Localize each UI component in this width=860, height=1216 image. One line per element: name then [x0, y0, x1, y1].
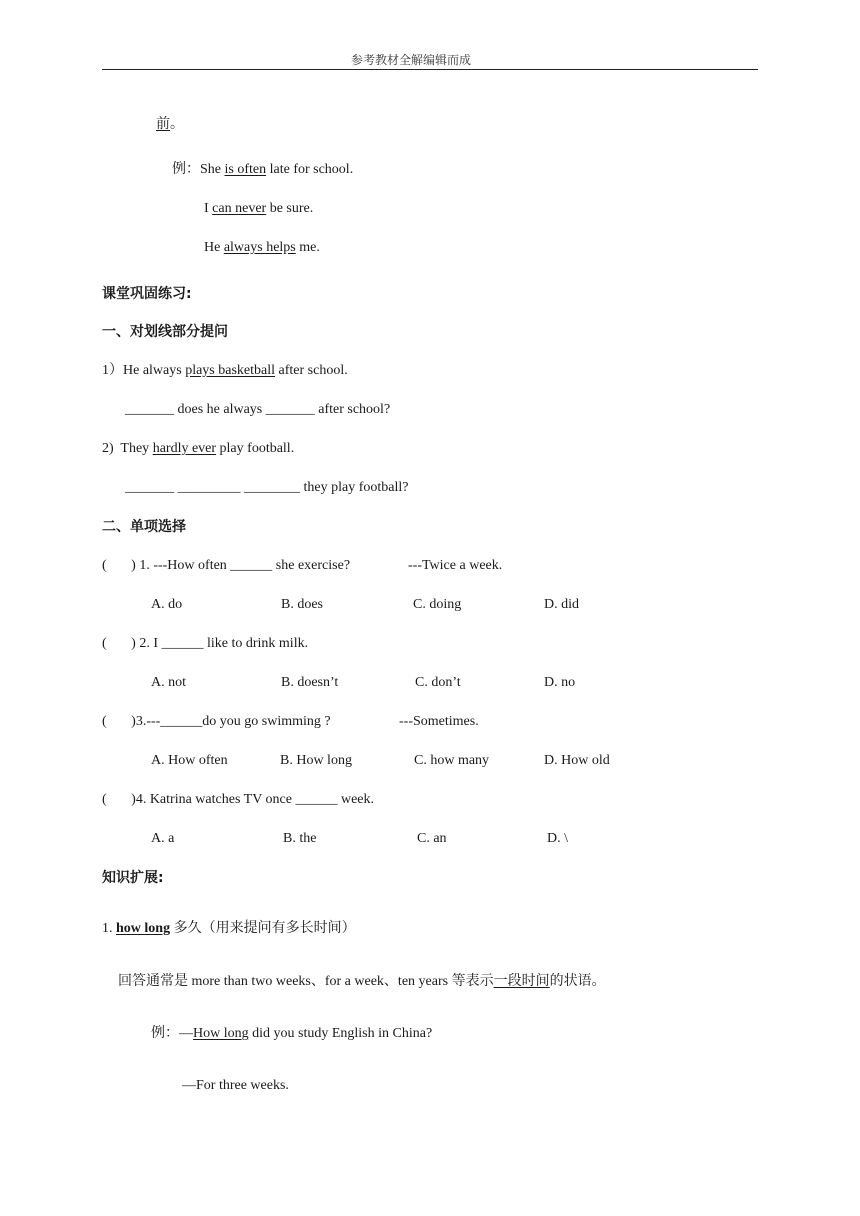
item-number: 1. — [102, 921, 116, 936]
question-2 — [102, 440, 294, 458]
example-prefix: 例： — [172, 162, 200, 177]
note-underline: 一段时间 — [493, 974, 550, 989]
header-rule — [102, 69, 758, 70]
mc-4-option-c: C. an — [417, 831, 447, 846]
intro-fragment — [156, 116, 184, 134]
example-text: did you study English in China? — [248, 1026, 433, 1041]
example-underline: How long — [193, 1026, 249, 1041]
mc-question-1: ( ) 1. ---How often ______ she exercise? — [102, 558, 351, 573]
example-underline: can never — [212, 201, 267, 216]
mc-question-1-reply: ---Twice a week. — [408, 558, 503, 573]
mc-question-4: ( )4. Katrina watches TV once ______ week. — [102, 792, 375, 807]
extension-example — [151, 1025, 432, 1043]
intro-qian: 前 — [156, 117, 170, 132]
question-text: play football. — [216, 441, 295, 456]
mc-1-option-d: D. did — [544, 597, 579, 612]
item-term: how long — [116, 921, 171, 936]
mc-4-option-b: B. the — [283, 831, 317, 846]
question-text: 2) They — [102, 441, 153, 456]
example-prefix: 例：— — [151, 1026, 193, 1041]
mc-question-3-reply: ---Sometimes. — [399, 714, 479, 729]
extension-answer-note — [118, 973, 606, 991]
section-2-heading: 二、单项选择 — [102, 519, 186, 535]
mc-2-option-a: A. not — [151, 675, 186, 690]
mc-question-2: ( ) 2. I ______ like to drink milk. — [102, 636, 309, 651]
question-underline: plays basketball — [185, 363, 276, 378]
intro-example-3 — [204, 239, 320, 257]
question-underline: hardly ever — [152, 441, 217, 456]
example-text: She — [200, 162, 225, 177]
practice-heading: 课堂巩固练习: — [102, 286, 192, 302]
mc-1-option-c: C. doing — [413, 597, 462, 612]
section-1-heading: 一、对划线部分提问 — [102, 324, 228, 340]
intro-example-2 — [204, 200, 313, 218]
example-underline: always helps — [223, 240, 296, 255]
extension-example-reply: —For three weeks. — [182, 1078, 289, 1093]
question-text: after school. — [275, 363, 348, 378]
note-text: 回答通常是 more than two weeks、for a week、ten years 等表示 — [118, 974, 494, 989]
extension-item-1 — [102, 920, 356, 938]
mc-1-option-b: B. does — [281, 597, 323, 612]
mc-3-option-d: D. How old — [544, 753, 610, 768]
mc-1-option-a: A. do — [151, 597, 183, 612]
mc-3-option-c: C. how many — [414, 753, 490, 768]
example-text: me. — [295, 240, 320, 255]
mc-question-3: ( )3.---______do you go swimming ? — [102, 714, 331, 729]
question-1 — [102, 362, 348, 380]
example-text: be sure. — [266, 201, 314, 216]
example-text: I — [204, 201, 213, 216]
mc-2-option-b: B. doesn’t — [281, 675, 339, 690]
mc-3-option-a: A. How often — [151, 753, 228, 768]
note-text: 的状语。 — [549, 974, 606, 989]
mc-2-option-c: C. don’t — [415, 675, 461, 690]
example-text: late for school. — [266, 162, 354, 177]
mc-3-option-b: B. How long — [280, 753, 352, 768]
item-description: 多久（用来提问有多长时间） — [170, 921, 356, 936]
question-1-answer-line: _______ does he always _______ after school? — [125, 402, 391, 417]
page-header: 参考教材全解编辑而成 — [350, 53, 471, 67]
mc-4-option-a: A. a — [151, 831, 175, 846]
question-text: 1）He always — [102, 363, 186, 378]
mc-2-option-d: D. no — [544, 675, 576, 690]
example-underline: is often — [224, 162, 267, 177]
example-text: He — [204, 240, 224, 255]
question-2-answer-line: _______ _________ ________ they play football? — [125, 480, 409, 495]
extension-heading: 知识扩展: — [102, 870, 164, 886]
intro-example-1 — [172, 161, 353, 179]
mc-4-option-d: D. \ — [547, 831, 568, 846]
intro-qian-tail: 。 — [170, 117, 184, 132]
